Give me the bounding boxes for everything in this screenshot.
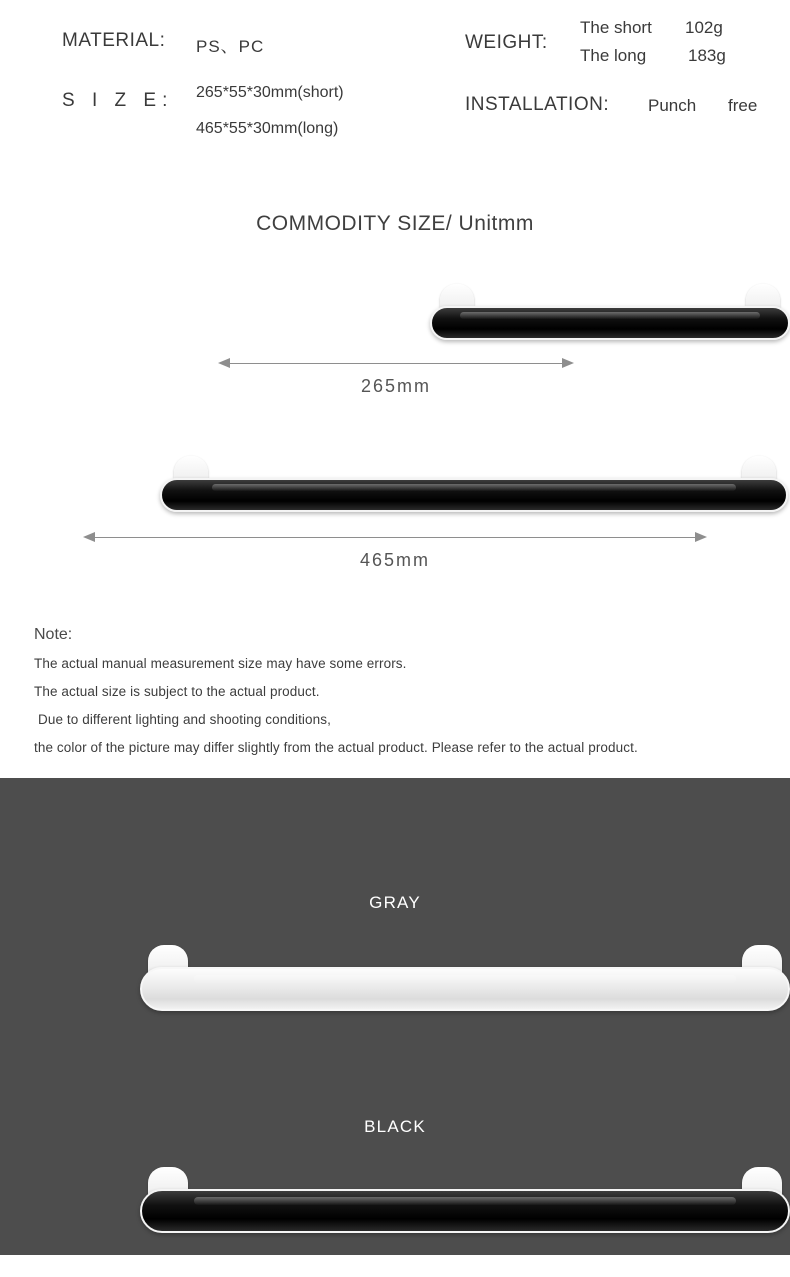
size-value-long: 465*55*30mm(long) <box>196 120 339 137</box>
dimension-arrow-right-icon <box>562 358 574 368</box>
long-dimension-text: 465mm <box>359 550 431 570</box>
note-title: Note: <box>34 626 73 643</box>
note-line: The actual manual measurement size may have some errors. <box>34 656 407 671</box>
dimension-arrow-left-icon <box>218 358 230 368</box>
gray-variant-label: GRAY <box>369 893 421 912</box>
black-variant-label: BLACK <box>364 1117 426 1136</box>
product-bar-long <box>160 478 788 512</box>
dimension-arrow-right-icon <box>695 532 707 542</box>
weight-long-value: 183g <box>688 46 726 65</box>
product-bar-gray <box>140 967 790 1011</box>
short-dimension-text: 265mm <box>360 376 432 396</box>
bar-highlight <box>194 1197 737 1206</box>
gray-product-diagram <box>0 945 790 1055</box>
black-product-diagram <box>0 1167 790 1277</box>
dimension-line <box>93 537 697 538</box>
dimension-arrow-left-icon <box>83 532 95 542</box>
weight-short-label: The short <box>580 18 652 37</box>
size-value-short: 265*55*30mm(short) <box>196 84 344 101</box>
note-block <box>34 626 764 768</box>
note-line: Due to different lighting and shooting conditions, <box>38 712 331 727</box>
specifications-block <box>0 0 790 160</box>
product-bar-black <box>140 1189 790 1233</box>
color-variants-section <box>0 778 790 1255</box>
commodity-size-heading: COMMODITY SIZE/ Unitmm <box>256 212 534 235</box>
bar-highlight <box>212 484 736 491</box>
bar-highlight <box>194 975 737 984</box>
weight-long-label: The long <box>580 46 647 65</box>
long-product-diagram <box>0 456 790 596</box>
product-bar-short <box>430 306 790 340</box>
size-label: S I Z E: <box>62 90 174 111</box>
installation-value-secondary: free <box>728 96 758 115</box>
installation-value: Punch <box>648 96 697 115</box>
dimension-line <box>228 363 564 364</box>
bar-highlight <box>460 312 759 319</box>
note-line: the color of the picture may differ slightly from the actual product. Please refer to the actual product. <box>34 740 638 755</box>
material-label: MATERIAL: <box>62 30 166 51</box>
weight-short-value: 102g <box>685 18 723 37</box>
material-value: PS、PC <box>196 37 265 56</box>
installation-label: INSTALLATION: <box>465 94 610 115</box>
note-line: The actual size is subject to the actual product. <box>34 684 320 699</box>
short-product-diagram <box>0 284 790 434</box>
weight-label: WEIGHT: <box>465 32 548 53</box>
